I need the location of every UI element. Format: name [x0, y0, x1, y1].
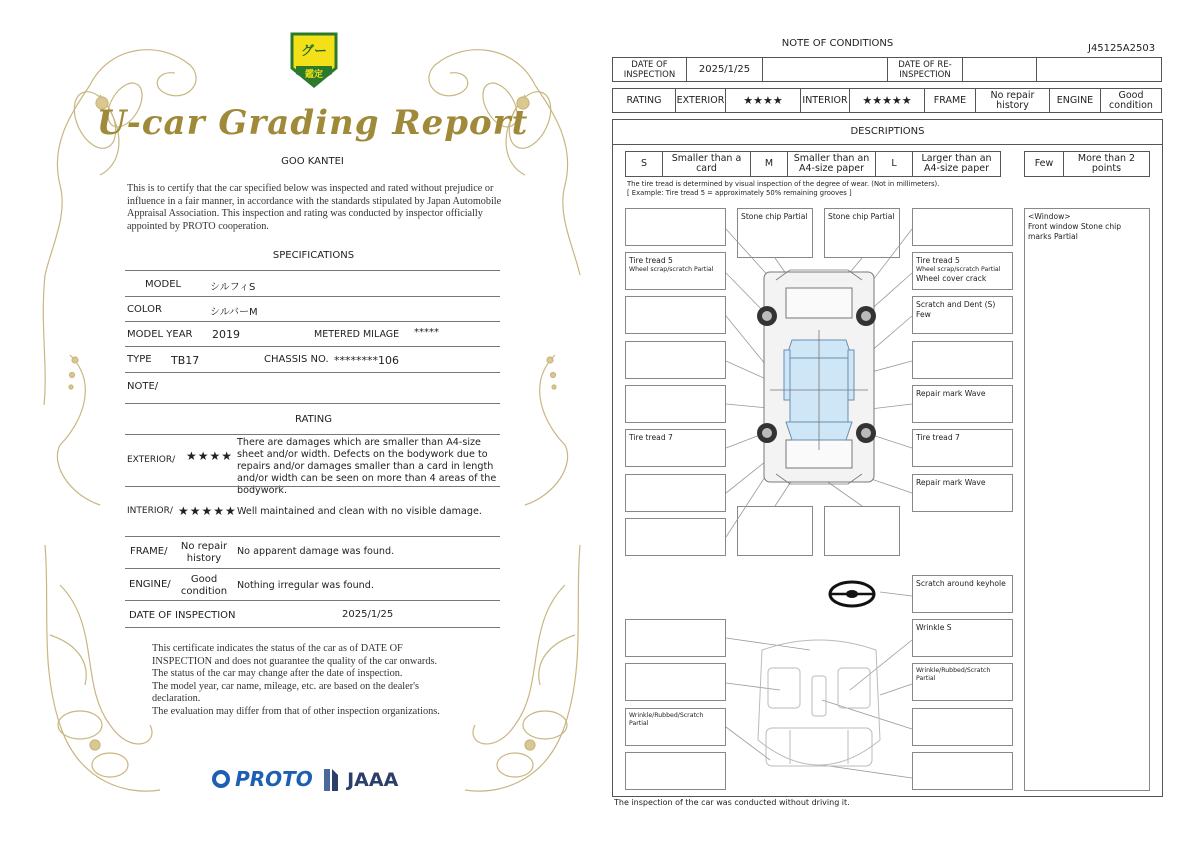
- exterior-stars: ★★★★: [725, 88, 801, 113]
- footer-note: The inspection of the car was conducted without driving it.: [614, 798, 850, 807]
- legend-m: M: [750, 151, 788, 177]
- legend-s: S: [625, 151, 663, 177]
- model-year-label: MODEL YEAR: [127, 329, 193, 340]
- callout-box: [625, 296, 726, 334]
- disclaimer-line: The status of the car may change after the date of inspection.: [152, 668, 403, 679]
- legend-m-desc: Smaller than an A4-size paper: [787, 151, 876, 177]
- interior-stars: ★★★★★: [849, 88, 925, 113]
- interior-label: INTERIOR/: [127, 506, 173, 516]
- date-of-reinspection-value: [962, 57, 1037, 82]
- interior-stars: ★★★★★: [178, 504, 237, 518]
- callout-line: Wrinkle/Rubbed/Scratch Partial: [916, 667, 991, 682]
- callout-line: Scratch and Dent (S) Few: [916, 300, 996, 319]
- date-of-reinspection-label: DATE OF RE-INSPECTION: [887, 57, 963, 82]
- callout-top-right: [824, 208, 900, 258]
- badge-shield-icon: [288, 30, 340, 90]
- disclaimer-line: The model year, car name, mileage, etc. are based on the dealer's: [152, 680, 420, 692]
- callout-box: [625, 385, 726, 423]
- callout-seat-left: [625, 708, 726, 746]
- jaaa-logo: [320, 767, 398, 793]
- callout-seat-right: [912, 663, 1013, 701]
- descriptions-heading: DESCRIPTIONS: [850, 126, 925, 137]
- color-label: COLOR: [127, 304, 162, 315]
- callout-box: [912, 341, 1013, 379]
- tread-note-2: [ Example: Tire tread 5 = approximately 50% remaining grooves ]: [627, 189, 852, 197]
- rating-label: RATING: [612, 88, 676, 113]
- tread-note-1: The tire tread is determined by visual inspection of the degree of wear. (Not in millimeters).: [627, 180, 940, 188]
- engine-label: ENGINE: [1049, 88, 1101, 113]
- legend-s-desc: Smaller than a card: [662, 151, 751, 177]
- callout-line: Tire tread 5: [916, 256, 960, 265]
- callout-seat-right-front: [912, 619, 1013, 657]
- divider: [125, 434, 500, 435]
- divider: [125, 403, 500, 404]
- callout-line: Scratch around keyhole: [916, 579, 1006, 588]
- callout-line: Wrinkle/Rubbed/Scratch Partial: [629, 712, 704, 727]
- callout-line: Stone chip Partial: [828, 212, 895, 221]
- exterior-description: There are damages which are smaller than A4-size sheet and/or width. Defects on the bodywork due to repairs and/or damages smaller than a card in length and/or width can be seen on more than 4 areas of the bodywork.: [237, 437, 497, 496]
- disclaimer-line: The evaluation may differ from that of other inspection organizations.: [152, 705, 440, 717]
- disclaimer: [152, 643, 502, 718]
- callout-box: [737, 506, 813, 556]
- chassis-label: CHASSIS NO.: [264, 354, 329, 365]
- document-id: J45125A2503: [1088, 43, 1156, 54]
- divider: [125, 321, 500, 322]
- exterior-stars: ★★★★: [186, 449, 234, 463]
- divider: [125, 600, 500, 601]
- callout-right-front-tire: [912, 252, 1013, 290]
- model-label: MODEL: [145, 279, 182, 290]
- specifications-heading: SPECIFICATIONS: [272, 250, 355, 261]
- metered-mileage-label: METERED MILAGE: [314, 329, 400, 340]
- model-year-value: 2019: [212, 328, 240, 341]
- divider: [125, 346, 500, 347]
- callout-line: Repair mark Wave: [916, 389, 986, 398]
- disclaimer-line: INSPECTION and does not guarantee the quality of the car onwards.: [152, 655, 438, 667]
- color-value: シルバーM: [210, 307, 258, 318]
- frame-description: No apparent damage was found.: [237, 546, 395, 557]
- certificate-title: U-car Grading Report: [96, 103, 529, 143]
- callout-line: Tire tread 7: [916, 433, 960, 442]
- date-of-inspection-label: DATE OF INSPECTION: [612, 57, 687, 82]
- callout-right-front-door: [912, 296, 1013, 334]
- callout-right-rear-tire: [912, 429, 1013, 467]
- date-of-inspection-label: DATE OF INSPECTION: [129, 610, 236, 621]
- callout-line: Wheel scrap/scratch Partial: [916, 266, 1001, 273]
- legend-l: L: [875, 151, 913, 177]
- callout-left-rear-tire: [625, 429, 726, 467]
- legend-few: Few: [1024, 151, 1064, 177]
- date-of-inspection-value: 2025/1/25: [342, 609, 394, 620]
- divider: [125, 536, 500, 537]
- metered-mileage-value: *****: [414, 327, 439, 338]
- callout-right-rear-door: [912, 385, 1013, 423]
- legend-few-desc: More than 2 points: [1063, 151, 1150, 177]
- chassis-value: ********106: [334, 354, 399, 367]
- callout-box: [625, 208, 726, 246]
- badge-top-text: グー: [300, 44, 327, 59]
- callout-line: <Window>: [1028, 212, 1071, 221]
- disclaimer-line: This certificate indicates the status of the car as of DATE OF: [152, 643, 403, 654]
- callout-steering: [912, 575, 1013, 613]
- blank-cell: [762, 57, 888, 82]
- jaaa-logo-icon: [320, 767, 342, 793]
- callout-box: [625, 341, 726, 379]
- certify-statement: This is to certify that the car specified below was inspected and rated without prejudice or influence in a fair manner, in accordance with the standards stipulated by Japan Automobile Appraisal Association. This inspection and rating was conducted by inspector officially appointed by PROTO cooperation.: [127, 183, 502, 232]
- note-label: NOTE/: [127, 381, 159, 392]
- callout-top-left: [737, 208, 813, 258]
- callout-line: Stone chip Partial: [741, 212, 808, 221]
- callout-box: [625, 518, 726, 556]
- blank-cell: [1036, 57, 1162, 82]
- proto-logo: [212, 767, 313, 791]
- divider: [612, 144, 1163, 145]
- badge-bottom-text: 鑑定: [304, 70, 323, 80]
- callout-line: Wheel cover crack: [916, 274, 987, 283]
- callout-line: Repair mark Wave: [916, 478, 986, 487]
- jaaa-logo-text: JAAA: [347, 769, 399, 791]
- divider: [125, 627, 500, 628]
- disclaimer-line: declaration.: [152, 693, 201, 704]
- exterior-label: EXTERIOR/: [127, 455, 176, 465]
- divider: [125, 372, 500, 373]
- engine-description: Nothing irregular was found.: [237, 580, 374, 591]
- callout-box: [912, 208, 1013, 246]
- callout-box: [625, 474, 726, 512]
- callout-box: [912, 708, 1013, 746]
- proto-logo-icon: [212, 770, 230, 788]
- callout-line: Front window Stone chip marks Partial: [1028, 222, 1122, 241]
- divider: [125, 296, 500, 297]
- engine-label: ENGINE/: [129, 579, 171, 590]
- callout-box: [912, 752, 1013, 790]
- certificate-subtitle: GOO KANTEI: [281, 156, 344, 167]
- callout-line: Tire tread 5: [629, 256, 673, 265]
- type-value: TB17: [171, 354, 200, 367]
- proto-logo-text: PROTO: [235, 767, 313, 791]
- engine-value: Good condition: [1100, 88, 1162, 113]
- frame-value: No repair history: [180, 541, 228, 564]
- callout-right-quarter: [912, 474, 1013, 512]
- callout-box: [625, 752, 726, 790]
- callout-box: [824, 506, 900, 556]
- note-of-conditions-title: NOTE OF CONDITIONS: [781, 38, 894, 49]
- callout-line: Tire tread 7: [629, 433, 673, 442]
- rating-heading: RATING: [295, 414, 332, 425]
- callout-line: Wrinkle S: [916, 623, 952, 632]
- callout-line: Wheel scrap/scratch Partial: [629, 266, 714, 273]
- divider: [125, 568, 500, 569]
- goo-kantei-badge: [288, 30, 340, 90]
- grading-certificate: [40, 25, 585, 825]
- interior-description: Well maintained and clean with no visible damage.: [237, 506, 482, 517]
- frame-label: FRAME/: [130, 546, 168, 557]
- engine-value: Good condition: [180, 574, 228, 597]
- callout-box: [625, 619, 726, 657]
- callout-box: [625, 663, 726, 701]
- callout-left-front-tire: [625, 252, 726, 290]
- divider: [125, 270, 500, 271]
- frame-label: FRAME: [924, 88, 976, 113]
- model-value: シルフィS: [210, 282, 256, 293]
- callout-window: [1024, 208, 1150, 791]
- interior-label: INTERIOR: [800, 88, 850, 113]
- type-label: TYPE: [127, 354, 152, 365]
- date-of-inspection-value: 2025/1/25: [686, 57, 763, 82]
- exterior-label: EXTERIOR: [675, 88, 726, 113]
- legend-l-desc: Larger than an A4-size paper: [912, 151, 1001, 177]
- divider: [125, 486, 500, 487]
- frame-value: No repair history: [975, 88, 1050, 113]
